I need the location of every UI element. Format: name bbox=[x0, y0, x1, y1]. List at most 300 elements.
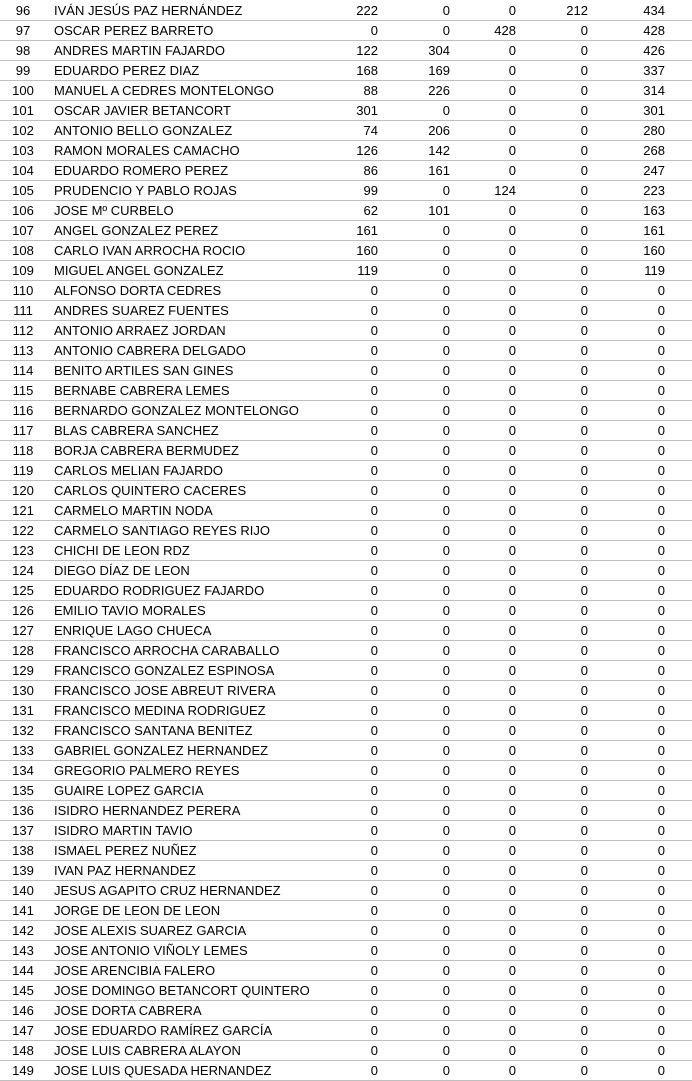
player-name-cell: RAMON MORALES CAMACHO bbox=[54, 143, 240, 158]
score-col-2-cell: 0 bbox=[442, 483, 450, 498]
score-col-1-cell: 119 bbox=[357, 263, 378, 278]
table-row bbox=[0, 201, 692, 221]
score-col-4-cell: 0 bbox=[580, 823, 588, 838]
score-col-4-cell: 0 bbox=[580, 963, 588, 978]
table-row bbox=[0, 841, 692, 861]
score-col-2-cell: 0 bbox=[442, 543, 450, 558]
player-name-cell: ISIDRO HERNANDEZ PERERA bbox=[54, 803, 241, 818]
table-row bbox=[0, 701, 692, 721]
rank-number-cell: 121 bbox=[12, 503, 34, 518]
total-score-cell: 0 bbox=[657, 903, 665, 918]
score-col-2-cell: 0 bbox=[442, 263, 450, 278]
score-col-1-cell: 168 bbox=[356, 63, 378, 78]
score-col-2-cell: 0 bbox=[442, 343, 450, 358]
score-col-3-cell: 0 bbox=[508, 323, 516, 338]
score-col-2-cell: 0 bbox=[442, 3, 450, 18]
rank-number-cell: 101 bbox=[12, 103, 34, 118]
score-col-1-cell: 0 bbox=[370, 343, 378, 358]
score-col-2-cell: 0 bbox=[442, 623, 450, 638]
score-col-4-cell: 0 bbox=[580, 1063, 588, 1078]
score-col-2-cell: 0 bbox=[442, 923, 450, 938]
score-col-4-cell: 0 bbox=[580, 323, 588, 338]
total-score-cell: 0 bbox=[657, 603, 665, 618]
score-col-1-cell: 0 bbox=[370, 1023, 378, 1038]
score-col-4-cell: 0 bbox=[580, 483, 588, 498]
score-col-1-cell: 88 bbox=[363, 83, 378, 98]
total-score-cell: 301 bbox=[643, 103, 665, 118]
score-col-4-cell: 0 bbox=[580, 343, 588, 358]
total-score-cell: 428 bbox=[643, 23, 665, 38]
score-col-1-cell: 0 bbox=[370, 383, 378, 398]
score-col-4-cell: 0 bbox=[580, 503, 588, 518]
player-name-cell: MIGUEL ANGEL GONZALEZ bbox=[54, 263, 224, 278]
score-col-2-cell: 0 bbox=[442, 523, 450, 538]
score-col-2-cell: 0 bbox=[442, 503, 450, 518]
table-row bbox=[0, 341, 692, 361]
score-col-4-cell: 0 bbox=[580, 703, 588, 718]
rank-number-cell: 122 bbox=[12, 523, 34, 538]
score-col-2-cell: 0 bbox=[442, 223, 450, 238]
total-score-cell: 0 bbox=[657, 343, 665, 358]
score-col-1-cell: 0 bbox=[370, 283, 378, 298]
score-col-1-cell: 160 bbox=[356, 243, 378, 258]
score-col-2-cell: 0 bbox=[442, 323, 450, 338]
score-col-4-cell: 0 bbox=[580, 1043, 588, 1058]
score-col-4-cell: 0 bbox=[580, 203, 588, 218]
score-col-2-cell: 0 bbox=[442, 883, 450, 898]
score-col-3-cell: 0 bbox=[508, 343, 516, 358]
score-col-2-cell: 0 bbox=[442, 723, 450, 738]
score-col-4-cell: 0 bbox=[580, 363, 588, 378]
score-col-1-cell: 0 bbox=[370, 763, 378, 778]
player-name-cell: ALFONSO DORTA CEDRES bbox=[54, 283, 222, 298]
score-col-1-cell: 0 bbox=[370, 583, 378, 598]
score-col-1-cell: 161 bbox=[356, 223, 378, 238]
rank-number-cell: 131 bbox=[12, 703, 34, 718]
player-name-cell: IVÁN JESÚS PAZ HERNÁNDEZ bbox=[54, 3, 243, 18]
table-row bbox=[0, 581, 692, 601]
rank-number-cell: 136 bbox=[12, 803, 34, 818]
score-col-1-cell: 0 bbox=[370, 543, 378, 558]
score-col-1-cell: 0 bbox=[370, 323, 378, 338]
player-name-cell: ISIDRO MARTIN TAVIO bbox=[54, 823, 193, 838]
player-name-cell: GUAIRE LOPEZ GARCIA bbox=[54, 783, 204, 798]
table-row bbox=[0, 481, 692, 501]
score-col-3-cell: 0 bbox=[508, 43, 516, 58]
total-score-cell: 223 bbox=[643, 183, 665, 198]
total-score-cell: 0 bbox=[657, 443, 665, 458]
player-name-cell: BERNARDO GONZALEZ MONTELONGO bbox=[54, 403, 299, 418]
score-col-1-cell: 0 bbox=[370, 23, 378, 38]
score-col-2-cell: 161 bbox=[428, 163, 450, 178]
score-col-3-cell: 0 bbox=[508, 783, 516, 798]
score-col-4-cell: 0 bbox=[580, 903, 588, 918]
table-row bbox=[0, 1021, 692, 1041]
total-score-cell: 0 bbox=[657, 883, 665, 898]
score-col-1-cell: 0 bbox=[370, 903, 378, 918]
score-col-4-cell: 0 bbox=[580, 303, 588, 318]
total-score-cell: 0 bbox=[657, 563, 665, 578]
score-col-2-cell: 0 bbox=[442, 363, 450, 378]
player-name-cell: FRANCISCO SANTANA BENITEZ bbox=[54, 723, 253, 738]
score-col-2-cell: 0 bbox=[442, 843, 450, 858]
score-col-4-cell: 0 bbox=[580, 263, 588, 278]
score-col-2-cell: 0 bbox=[442, 1063, 450, 1078]
score-col-3-cell: 0 bbox=[508, 923, 516, 938]
score-col-3-cell: 0 bbox=[508, 243, 516, 258]
score-col-3-cell: 0 bbox=[508, 643, 516, 658]
player-name-cell: JOSE LUIS CABRERA ALAYON bbox=[54, 1043, 241, 1058]
score-col-2-cell: 0 bbox=[442, 783, 450, 798]
rank-number-cell: 124 bbox=[12, 563, 34, 578]
score-col-3-cell: 0 bbox=[508, 743, 516, 758]
score-col-1-cell: 122 bbox=[356, 43, 378, 58]
total-score-cell: 434 bbox=[643, 3, 665, 18]
rank-number-cell: 146 bbox=[12, 1003, 34, 1018]
total-score-cell: 314 bbox=[643, 83, 665, 98]
table-row bbox=[0, 61, 692, 81]
score-col-2-cell: 0 bbox=[442, 23, 450, 38]
score-col-4-cell: 0 bbox=[580, 663, 588, 678]
player-name-cell: JESUS AGAPITO CRUZ HERNANDEZ bbox=[54, 883, 281, 898]
score-col-2-cell: 206 bbox=[428, 123, 450, 138]
score-col-3-cell: 0 bbox=[508, 563, 516, 578]
score-col-1-cell: 0 bbox=[370, 803, 378, 818]
player-name-cell: JOSE DOMINGO BETANCORT QUINTERO bbox=[54, 983, 310, 998]
score-col-4-cell: 0 bbox=[580, 843, 588, 858]
score-col-2-cell: 0 bbox=[442, 1043, 450, 1058]
score-col-4-cell: 0 bbox=[580, 923, 588, 938]
rank-number-cell: 104 bbox=[12, 163, 34, 178]
score-col-2-cell: 0 bbox=[442, 603, 450, 618]
table-row bbox=[0, 361, 692, 381]
total-score-cell: 0 bbox=[657, 623, 665, 638]
player-name-cell: BENITO ARTILES SAN GINES bbox=[54, 363, 234, 378]
score-col-2-cell: 0 bbox=[442, 423, 450, 438]
score-col-1-cell: 74 bbox=[363, 123, 378, 138]
table-row bbox=[0, 441, 692, 461]
score-col-2-cell: 101 bbox=[428, 203, 450, 218]
score-col-2-cell: 0 bbox=[442, 443, 450, 458]
player-name-cell: FRANCISCO GONZALEZ ESPINOSA bbox=[54, 663, 275, 678]
player-name-cell: EDUARDO ROMERO PEREZ bbox=[54, 163, 229, 178]
score-col-3-cell: 0 bbox=[508, 803, 516, 818]
player-name-cell: EMILIO TAVIO MORALES bbox=[54, 603, 206, 618]
score-col-4-cell: 0 bbox=[580, 863, 588, 878]
score-col-1-cell: 0 bbox=[370, 723, 378, 738]
rank-number-cell: 147 bbox=[12, 1023, 34, 1038]
table-row bbox=[0, 1061, 692, 1081]
rank-number-cell: 112 bbox=[12, 323, 34, 338]
total-score-cell: 0 bbox=[657, 723, 665, 738]
total-score-cell: 0 bbox=[657, 923, 665, 938]
score-col-3-cell: 0 bbox=[508, 3, 516, 18]
rank-number-cell: 118 bbox=[12, 443, 34, 458]
score-col-2-cell: 0 bbox=[442, 563, 450, 578]
table-row bbox=[0, 261, 692, 281]
score-col-4-cell: 0 bbox=[580, 623, 588, 638]
score-col-1-cell: 0 bbox=[370, 743, 378, 758]
player-name-cell: JOSE Mº CURBELO bbox=[54, 203, 174, 218]
total-score-cell: 0 bbox=[657, 823, 665, 838]
total-score-cell: 0 bbox=[657, 943, 665, 958]
score-col-1-cell: 0 bbox=[370, 443, 378, 458]
score-col-4-cell: 0 bbox=[580, 403, 588, 418]
score-col-2-cell: 304 bbox=[428, 43, 450, 58]
score-col-3-cell: 0 bbox=[508, 883, 516, 898]
player-name-cell: ANTONIO BELLO GONZALEZ bbox=[54, 123, 233, 138]
player-name-cell: CARLOS MELIAN FAJARDO bbox=[54, 463, 224, 478]
rank-number-cell: 98 bbox=[15, 43, 31, 58]
rank-number-cell: 123 bbox=[12, 543, 34, 558]
total-score-cell: 0 bbox=[657, 803, 665, 818]
table-row bbox=[0, 741, 692, 761]
player-name-cell: JOSE LUIS QUESADA HERNANDEZ bbox=[54, 1063, 272, 1078]
score-col-1-cell: 62 bbox=[363, 203, 378, 218]
score-col-1-cell: 0 bbox=[370, 463, 378, 478]
total-score-cell: 0 bbox=[657, 1043, 665, 1058]
player-name-cell: JOSE ANTONIO VIÑOLY LEMES bbox=[54, 943, 248, 958]
rank-number-cell: 108 bbox=[12, 243, 34, 258]
score-col-3-cell: 0 bbox=[508, 423, 516, 438]
score-col-1-cell: 0 bbox=[370, 563, 378, 578]
score-col-4-cell: 0 bbox=[580, 43, 588, 58]
score-col-3-cell: 0 bbox=[508, 463, 516, 478]
total-score-cell: 0 bbox=[657, 983, 665, 998]
score-col-3-cell: 0 bbox=[508, 303, 516, 318]
score-col-3-cell: 0 bbox=[508, 543, 516, 558]
score-col-1-cell: 0 bbox=[370, 923, 378, 938]
rank-number-cell: 134 bbox=[12, 763, 34, 778]
score-col-1-cell: 0 bbox=[370, 843, 378, 858]
total-score-cell: 0 bbox=[657, 743, 665, 758]
score-col-1-cell: 0 bbox=[370, 863, 378, 878]
score-col-1-cell: 0 bbox=[370, 643, 378, 658]
total-score-cell: 119 bbox=[644, 263, 665, 278]
score-col-2-cell: 0 bbox=[442, 283, 450, 298]
score-col-3-cell: 0 bbox=[508, 503, 516, 518]
total-score-cell: 0 bbox=[657, 463, 665, 478]
score-col-1-cell: 0 bbox=[370, 943, 378, 958]
score-col-1-cell: 0 bbox=[370, 403, 378, 418]
score-col-1-cell: 126 bbox=[356, 143, 378, 158]
rank-number-cell: 149 bbox=[12, 1063, 34, 1078]
player-name-cell: ANTONIO ARRAEZ JORDAN bbox=[54, 323, 226, 338]
rank-number-cell: 114 bbox=[12, 363, 34, 378]
table-row bbox=[0, 1041, 692, 1061]
score-col-2-cell: 0 bbox=[442, 943, 450, 958]
score-col-2-cell: 0 bbox=[442, 183, 450, 198]
rank-number-cell: 137 bbox=[12, 823, 34, 838]
total-score-cell: 160 bbox=[643, 243, 665, 258]
rank-number-cell: 117 bbox=[12, 423, 34, 438]
total-score-cell: 0 bbox=[657, 683, 665, 698]
table-row bbox=[0, 1001, 692, 1021]
score-col-2-cell: 0 bbox=[442, 403, 450, 418]
score-col-3-cell: 0 bbox=[508, 103, 516, 118]
player-name-cell: OSCAR PEREZ BARRETO bbox=[54, 23, 214, 38]
rank-number-cell: 103 bbox=[12, 143, 34, 158]
rank-number-cell: 129 bbox=[12, 663, 34, 678]
table-row bbox=[0, 101, 692, 121]
rank-number-cell: 148 bbox=[12, 1043, 34, 1058]
score-col-4-cell: 0 bbox=[580, 63, 588, 78]
score-col-3-cell: 428 bbox=[494, 23, 516, 38]
table-row bbox=[0, 301, 692, 321]
table-row bbox=[0, 81, 692, 101]
score-col-3-cell: 0 bbox=[508, 83, 516, 98]
score-col-3-cell: 0 bbox=[508, 663, 516, 678]
total-score-cell: 0 bbox=[657, 1023, 665, 1038]
player-name-cell: CARLOS QUINTERO CACERES bbox=[54, 483, 247, 498]
score-col-4-cell: 0 bbox=[580, 23, 588, 38]
score-col-2-cell: 0 bbox=[442, 1023, 450, 1038]
score-col-4-cell: 0 bbox=[580, 783, 588, 798]
score-col-1-cell: 99 bbox=[363, 183, 378, 198]
table-row bbox=[0, 41, 692, 61]
score-col-3-cell: 0 bbox=[508, 1063, 516, 1078]
score-col-1-cell: 0 bbox=[370, 623, 378, 638]
table-row bbox=[0, 321, 692, 341]
score-col-4-cell: 0 bbox=[580, 943, 588, 958]
table-row bbox=[0, 281, 692, 301]
rank-number-cell: 105 bbox=[12, 183, 34, 198]
score-col-3-cell: 0 bbox=[508, 1003, 516, 1018]
rank-number-cell: 110 bbox=[12, 283, 34, 298]
player-name-cell: ISMAEL PEREZ NUÑEZ bbox=[54, 843, 197, 858]
total-score-cell: 0 bbox=[657, 783, 665, 798]
score-col-3-cell: 0 bbox=[508, 583, 516, 598]
score-col-3-cell: 0 bbox=[508, 763, 516, 778]
rank-number-cell: 139 bbox=[12, 863, 34, 878]
score-col-1-cell: 0 bbox=[370, 983, 378, 998]
score-col-1-cell: 0 bbox=[370, 883, 378, 898]
score-col-4-cell: 0 bbox=[580, 123, 588, 138]
table-row bbox=[0, 521, 692, 541]
rank-number-cell: 119 bbox=[12, 463, 34, 478]
score-col-1-cell: 0 bbox=[370, 523, 378, 538]
score-col-4-cell: 0 bbox=[580, 423, 588, 438]
rank-number-cell: 109 bbox=[12, 263, 34, 278]
score-col-2-cell: 0 bbox=[442, 663, 450, 678]
score-col-4-cell: 0 bbox=[580, 1003, 588, 1018]
score-col-3-cell: 0 bbox=[508, 523, 516, 538]
score-col-3-cell: 0 bbox=[508, 223, 516, 238]
total-score-cell: 0 bbox=[657, 583, 665, 598]
score-col-3-cell: 0 bbox=[508, 63, 516, 78]
table-row bbox=[0, 241, 692, 261]
rank-number-cell: 135 bbox=[12, 783, 34, 798]
rank-number-cell: 126 bbox=[12, 603, 34, 618]
score-col-1-cell: 0 bbox=[370, 483, 378, 498]
score-col-2-cell: 0 bbox=[442, 823, 450, 838]
score-col-4-cell: 0 bbox=[580, 683, 588, 698]
table-row bbox=[0, 801, 692, 821]
table-row bbox=[0, 981, 692, 1001]
score-col-4-cell: 0 bbox=[580, 283, 588, 298]
total-score-cell: 0 bbox=[657, 663, 665, 678]
score-col-1-cell: 0 bbox=[370, 963, 378, 978]
player-name-cell: OSCAR JAVIER BETANCORT bbox=[54, 103, 231, 118]
score-col-3-cell: 0 bbox=[508, 823, 516, 838]
table-row bbox=[0, 501, 692, 521]
rank-number-cell: 107 bbox=[12, 223, 34, 238]
score-col-1-cell: 0 bbox=[370, 363, 378, 378]
score-col-4-cell: 212 bbox=[566, 3, 588, 18]
player-name-cell: FRANCISCO ARROCHA CARABALLO bbox=[54, 643, 280, 658]
total-score-cell: 0 bbox=[657, 523, 665, 538]
table-row bbox=[0, 421, 692, 441]
score-col-2-cell: 0 bbox=[442, 743, 450, 758]
rank-number-cell: 97 bbox=[15, 23, 31, 38]
rank-number-cell: 113 bbox=[12, 343, 34, 358]
total-score-cell: 0 bbox=[657, 643, 665, 658]
score-col-3-cell: 0 bbox=[508, 943, 516, 958]
score-col-3-cell: 0 bbox=[508, 163, 516, 178]
rank-number-cell: 138 bbox=[12, 843, 34, 858]
total-score-cell: 0 bbox=[657, 863, 665, 878]
score-col-3-cell: 124 bbox=[494, 183, 516, 198]
rank-number-cell: 142 bbox=[12, 923, 34, 938]
total-score-cell: 163 bbox=[643, 203, 665, 218]
total-score-cell: 0 bbox=[657, 543, 665, 558]
score-col-1-cell: 0 bbox=[370, 603, 378, 618]
score-col-3-cell: 0 bbox=[508, 1023, 516, 1038]
table-row bbox=[0, 681, 692, 701]
table-row bbox=[0, 781, 692, 801]
rank-number-cell: 143 bbox=[12, 943, 34, 958]
score-col-4-cell: 0 bbox=[580, 1023, 588, 1038]
score-col-1-cell: 0 bbox=[370, 423, 378, 438]
player-name-cell: IVAN PAZ HERNANDEZ bbox=[54, 863, 196, 878]
score-col-2-cell: 0 bbox=[442, 103, 450, 118]
score-col-4-cell: 0 bbox=[580, 723, 588, 738]
rank-number-cell: 125 bbox=[12, 583, 34, 598]
table-row bbox=[0, 941, 692, 961]
score-col-2-cell: 169 bbox=[428, 63, 450, 78]
total-score-cell: 0 bbox=[657, 843, 665, 858]
rank-number-cell: 111 bbox=[13, 303, 33, 318]
rank-number-cell: 140 bbox=[12, 883, 34, 898]
score-col-2-cell: 0 bbox=[442, 1003, 450, 1018]
rank-number-cell: 99 bbox=[15, 63, 31, 78]
table-row bbox=[0, 461, 692, 481]
table-row bbox=[0, 661, 692, 681]
score-col-4-cell: 0 bbox=[580, 583, 588, 598]
score-col-2-cell: 0 bbox=[442, 463, 450, 478]
score-col-4-cell: 0 bbox=[580, 83, 588, 98]
player-name-cell: CARMELO SANTIAGO REYES RIJO bbox=[54, 523, 270, 538]
table-row bbox=[0, 541, 692, 561]
score-col-1-cell: 0 bbox=[370, 683, 378, 698]
table-row bbox=[0, 861, 692, 881]
table-row bbox=[0, 561, 692, 581]
score-col-3-cell: 0 bbox=[508, 983, 516, 998]
score-col-3-cell: 0 bbox=[508, 123, 516, 138]
score-col-1-cell: 0 bbox=[370, 1043, 378, 1058]
score-col-3-cell: 0 bbox=[508, 1043, 516, 1058]
score-col-4-cell: 0 bbox=[580, 223, 588, 238]
table-row bbox=[0, 921, 692, 941]
player-name-cell: ANTONIO CABRERA DELGADO bbox=[54, 343, 246, 358]
score-col-2-cell: 0 bbox=[442, 803, 450, 818]
score-col-4-cell: 0 bbox=[580, 603, 588, 618]
total-score-cell: 280 bbox=[643, 123, 665, 138]
rank-number-cell: 133 bbox=[12, 743, 34, 758]
total-score-cell: 0 bbox=[657, 303, 665, 318]
player-name-cell: ANGEL GONZALEZ PEREZ bbox=[54, 223, 219, 238]
score-col-4-cell: 0 bbox=[580, 183, 588, 198]
